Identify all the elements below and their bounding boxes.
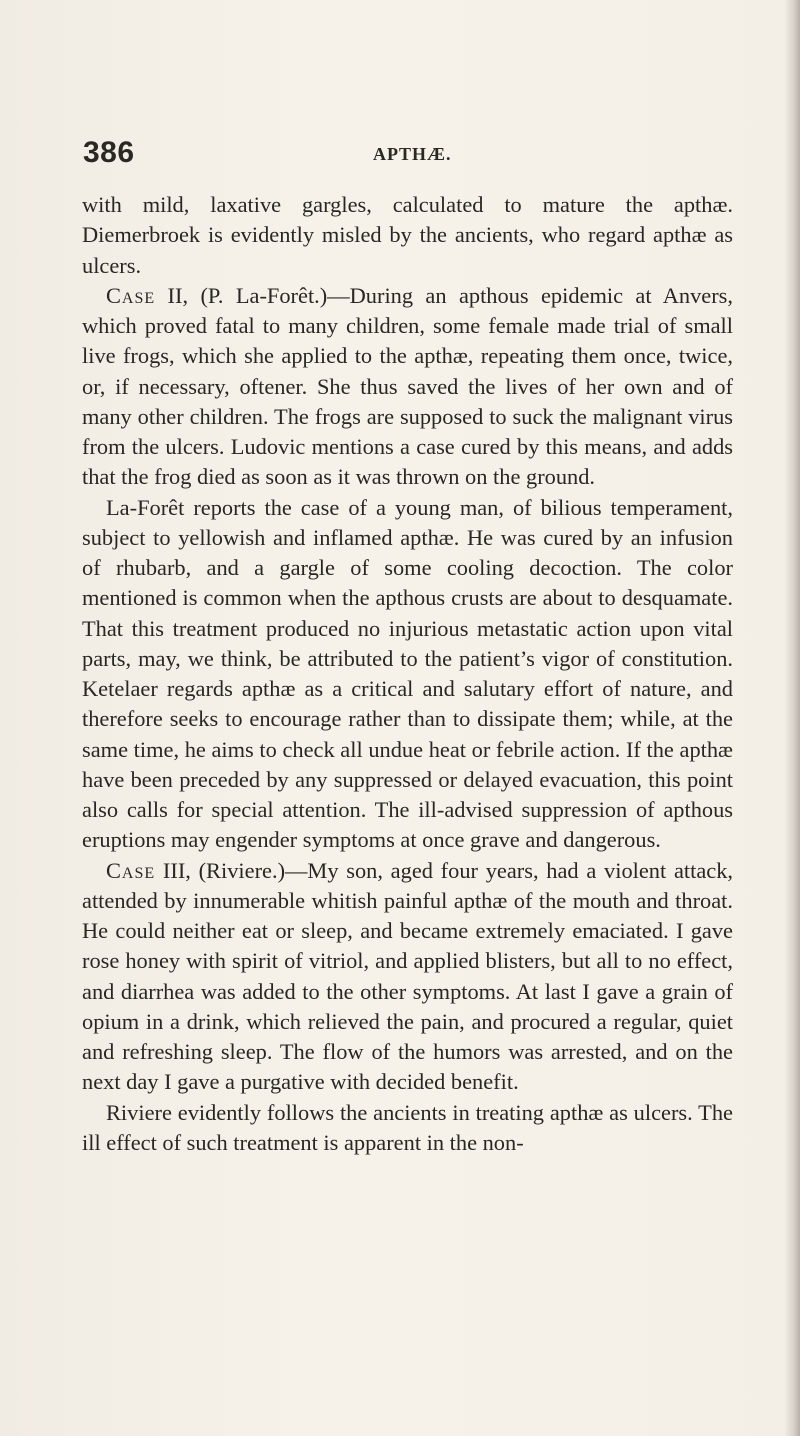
paragraph-text: La-Forêt reports the case of a young man, of bilious temperament, subject to yellowish and inflamed apthæ. He was cured by an infusion of rhubarb, and a gargle of some cooling decoction. The color mentioned is common when the apthous crusts are about to desquamate. That this treatment produced no injurious metastatic action upon vital parts, may, we think, be attributed to the patient’s vigor of constitution. Ketelaer regards apthæ as a critical and salutary effort of nature, and therefore seeks to encourage rather than to dissipate them; while, at the same time, he aims to check all undue heat or febrile action. If the apthæ have been preceded by any suppressed or delayed evacuation, this point also calls for special attention. The ill-advised suppression of apthous eruptions may engender symptoms at once grave and dangerous. bbox=[82, 494, 733, 853]
paragraph-text: with mild, laxative gargles, calculated to mature the apthæ. Diemerbroek is evidently misled by the ancients, who regard apthæ as ulcers. bbox=[82, 192, 733, 278]
page-header bbox=[83, 136, 723, 176]
case-label: Case bbox=[106, 282, 156, 308]
page-spine-shadow bbox=[784, 0, 800, 1436]
paragraph-text: Riviere evidently follows the ancients in treating apthæ as ulcers. The ill effect of such treatment is apparent in the non- bbox=[82, 1099, 733, 1155]
paragraph-text: III, (Riviere.)—My son, aged four years, had a violent attack, attended by innumerable whitish painful apthæ of the mouth and throat. He could neither eat or sleep, and became extremely emaciated. I gave rose honey with spirit of vitriol, and applied blisters, but all to no effect, and diarrhea was added to the other symptoms. At last I gave a grain of opium in a drink, which relieved the pain, and procured a regular, quiet and refreshing sleep. The flow of the humors was arrested, and on the next day I gave a purgative with decided benefit. bbox=[82, 857, 733, 1095]
page-number: 386 bbox=[83, 136, 135, 169]
paragraph-case-two bbox=[82, 281, 733, 493]
body-text bbox=[82, 190, 733, 1158]
paragraph-text: II, (P. La-Forêt.)—During an apthous epidemic at Anvers, which proved fatal to many children, some female made trial of small live frogs, which she applied to the apthæ, repeating them once, twice, or, if necessary, oftener. She thus saved the lives of her own and of many other children. The frogs are supposed to suck the malignant virus from the ulcers. Ludovic mentions a case cured by this means, and adds that the frog died as soon as it was thrown on the ground. bbox=[82, 282, 733, 490]
case-label: Case bbox=[106, 857, 156, 883]
paragraph-case-three bbox=[82, 856, 733, 1098]
paragraph-riviere bbox=[82, 1098, 733, 1159]
running-head: APTHÆ. bbox=[373, 144, 452, 164]
paragraph-intro bbox=[82, 190, 733, 281]
paragraph-la-foret bbox=[82, 493, 733, 856]
